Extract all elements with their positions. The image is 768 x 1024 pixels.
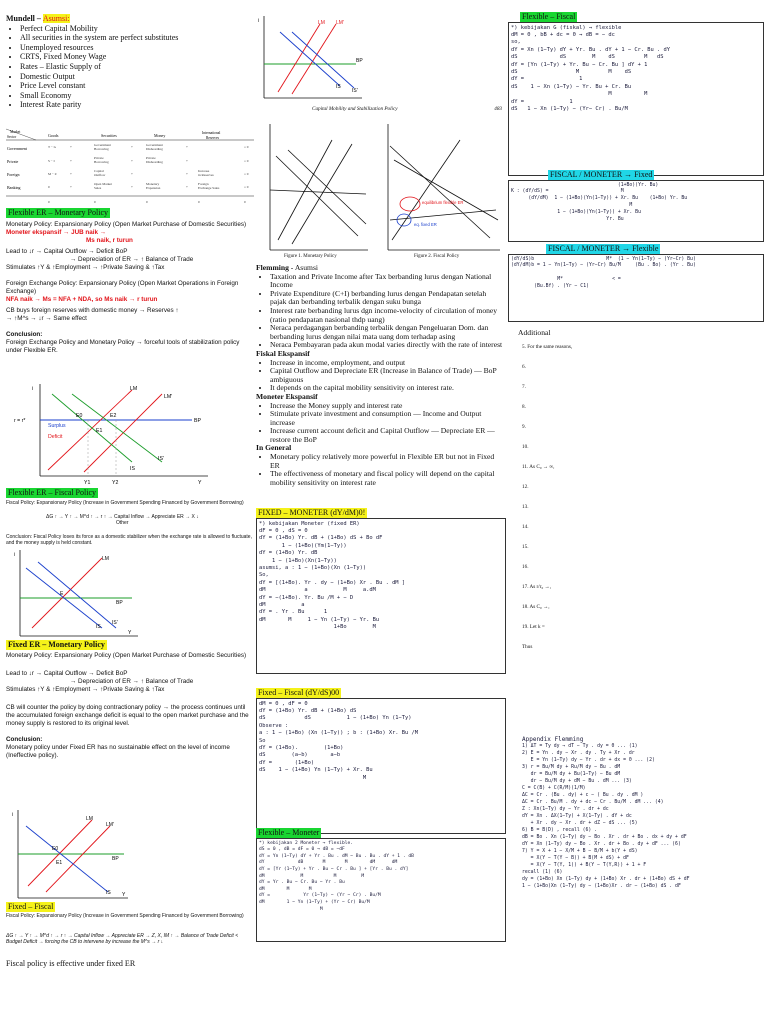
graph-label: E [60, 591, 64, 597]
fiscal-moneter-flex-handwriting: (dY/dS)b M* (1 − Yn(1−Ty) − (Yr−Cr) Bu) (dY/dM)b = 1 − Yn(1−Ty) − (Yr−Cr) Bu/M (Bu . Bo) . (Yr . Bu) M* < = (Bu.Bf) . (Yr − C1) [508, 254, 764, 322]
additional-item: Thus [522, 644, 533, 650]
general-list [256, 453, 504, 487]
svg-text:0: 0 [48, 200, 50, 204]
graph-label: LM [130, 386, 138, 392]
additional-item: 10. [522, 444, 529, 450]
fiscal-moneter-fixed-handwriting: (1+Bo)(Yr. Bu) K : (dY/dS) = M (dY/dM) 1 − (1+Bo)(Yn(1−Ty)) + Xr. Bu (1+Bo) Yr. Bu M 1 − (1+Bo)(Yn(1−Ty)) + Xr. Bu Yr. Bu [508, 180, 764, 242]
graph-label: IS [96, 624, 101, 630]
graph-label: IS' [112, 620, 118, 626]
svg-text:+: + [131, 145, 133, 149]
additional-item: 9. [522, 424, 526, 430]
graph-fig1-svg [262, 120, 372, 254]
general-item: • The effectiveness of monetary and fiscal policy will depend on the capital mobility sensitivity on interest rate [270, 470, 504, 487]
fiscal-moneter-flex-title: FISCAL / MONETER → Flexible [548, 244, 659, 253]
graph-capital-mobility [256, 12, 366, 102]
figure-caption-row [312, 106, 502, 112]
appendix-flemming [522, 736, 764, 890]
fixed-fiscal-derivation [256, 688, 506, 834]
graph-label: IS' [352, 88, 358, 94]
graph-label: i [258, 18, 260, 24]
fleming-list [256, 273, 504, 350]
flex-monetary-stim: Stimulates ↑Y & ↑Employment → ↑Private Saving & ↑Tax [6, 263, 165, 271]
svg-text:0: 0 [198, 200, 200, 204]
svg-text:Foreign: Foreign [198, 182, 209, 186]
flex-monetary-red1: Moneter ekspansif → JUB naik → [6, 228, 107, 236]
fiskal-item: • It depends on the capital mobility sensitivity on interest rate. [270, 384, 504, 393]
additional-item: 5. For the same reasons, [522, 344, 573, 350]
table-header: Securities [101, 133, 117, 138]
svg-text:Sales: Sales [94, 186, 102, 190]
moneter-title: Moneter Ekspansif [256, 391, 318, 401]
moneter-item: • Stimulate private investment and consumption — Income and Output increase [270, 410, 504, 427]
graph-label: BP [194, 418, 201, 424]
table-row-label: Foreign [7, 172, 20, 177]
flex-monetary-lead: Lead to ↓r → Capital Outflow → Deficit BoP [6, 247, 128, 255]
svg-text:+: + [186, 145, 188, 149]
fixed-lead: Lead to ↓r → Capital Outflow → Deficit BoP [6, 669, 128, 677]
graph-label: LM [318, 20, 325, 26]
fixed-fiscal-title-c2: Fixed – Fiscal (dY/dS)00 [258, 688, 340, 697]
assumption-item: • Price Level constant [20, 81, 256, 91]
svg-text:0: 0 [146, 200, 148, 204]
additional-item: 14. [522, 524, 529, 530]
graph-label: IS [336, 84, 341, 90]
additional-item: 11. As C₀ → ∞, [522, 464, 555, 470]
general-title: In General [256, 443, 292, 453]
fiskal-item: • Capital Outflow and Depreciate ER (Increase in Balance of Trade) — BoP ambiguous [270, 367, 504, 384]
fx-red: NFA naik → Ms = NFA + NDA, so Ms naik → r turun [6, 295, 158, 303]
column-left [6, 0, 256, 968]
svg-text:S − I: S − I [48, 159, 55, 163]
assumption-item: • Rates – Elastic Supply of [20, 62, 256, 72]
fiskal-list [256, 359, 504, 393]
graph-label: i [14, 552, 16, 558]
svg-text:Government: Government [146, 143, 163, 147]
graph-label: r = r* [14, 418, 26, 424]
graph3-svg [12, 806, 132, 902]
svg-text:Borrowing: Borrowing [94, 160, 109, 164]
moneter-list [256, 402, 504, 445]
graph-label: Surplus [48, 423, 66, 429]
graph-label: equilibrium flexible ER [422, 200, 464, 205]
additional-item: 18. As C₀ →, [522, 604, 550, 610]
graph-fixed-monetary [12, 806, 132, 902]
flex-moneter-handwriting: *) kebijakan 2 Moneter → flexible. dS = 0 , dB = dF = 0 → dB = −dF dY = Yn (1−Ty) dY + Yr . Bu . dM − Bu . Bu . dY + 1 . dB dY dB M M dM dM dY = [Yr (1−Ty) + Yr . Bu − Cr . Bu ] + [Yr . Bu . dY] dM M M M dY = Yr . Bu − Cr. Bu − Yr . Bu dM M M dY = Yr (1−Ty) − (Yr − Cr) . Bu/M dM 1 − Yn (1−Ty) + (Yr − Cr) Bu/M M [256, 838, 506, 942]
fiscal-moneter-flex [508, 244, 764, 322]
mundell-title: Mundell – [6, 14, 43, 23]
fiskal-title: Fiskal Ekspansif [256, 348, 310, 358]
svg-text:Capital: Capital [94, 169, 104, 173]
graph1-svg [12, 380, 212, 488]
conclusion-text: Foreign Exchange Policy and Monetary Policy → forceful tools of stabilization policy under Flexible ER. [6, 338, 240, 354]
svg-text:Exchange Sales: Exchange Sales [198, 186, 220, 190]
fixed-moneter-title: FIXED – MONETER (dY/dM)0! [258, 508, 366, 517]
assumption-item: • Interest Rate parity [20, 100, 256, 110]
conclusion-label: Conclusion: [6, 330, 43, 338]
flex-monetary-p1: Monetary Policy: Expansionary Policy (Open Market Purchase of Domestic Securities) [6, 220, 247, 228]
assumption-item: • Perfect Capital Mobility [20, 24, 256, 34]
svg-text:Private: Private [146, 156, 156, 160]
fiscal-moneter-fixed-title: FISCAL / MONETER → Fixed [550, 170, 653, 179]
assumption-list [6, 24, 256, 110]
svg-text:+: + [70, 145, 72, 149]
graph-label: LM' [336, 20, 344, 26]
svg-text:+: + [131, 159, 133, 163]
graph-label: IS [106, 890, 111, 896]
flex-moneter-title: Flexible – Moneter [258, 828, 320, 837]
svg-text:= 0: = 0 [244, 172, 249, 176]
flex-fiscal-other: Other [116, 519, 129, 526]
fleming-item: • Neraca Pembayaran pada akun modal varies directly with the rate of interest [270, 341, 504, 350]
fleming-item: • Private Expenditure (C+I) berbanding lurus dengan Pendapatan setelah pajak dan berbanding terbalik dengan suku bunga [270, 290, 504, 307]
flex-fiscal-derivation [508, 12, 764, 176]
assumption-item: • CRTS, Fixed Money Wage [20, 52, 256, 62]
svg-text:Sector: Sector [7, 135, 17, 139]
cb-counter: CB will counter the policy by doing contractionary policy → the process continues until the accumulated foreign exchange deficit is equal to the open market purchase and the money supply is restored to its original level. [6, 703, 249, 727]
graph-label: Y [122, 892, 126, 898]
graph-label: Y [198, 480, 202, 486]
assumption-item: • All securities in the system are perfect substitutes [20, 33, 256, 43]
graph-label: E1 [56, 860, 63, 866]
svg-text:0: 0 [48, 185, 50, 189]
table-header: Goods [48, 133, 59, 138]
additional-section [508, 328, 764, 657]
assumption-item: • Unemployed resources [20, 43, 256, 53]
fixed-stim: Stimulates ↑Y & ↑Employment → ↑Private Saving & ↑Tax [6, 685, 165, 693]
fiskal-item: • Increase in income, employment, and output [270, 359, 504, 368]
svg-text:0: 0 [94, 200, 96, 204]
svg-text:+: + [186, 172, 188, 176]
flex-monetary-section [6, 208, 254, 355]
svg-text:Expansion: Expansion [146, 186, 161, 190]
graph-label: BP [116, 600, 123, 606]
graph-label: Y1 [84, 480, 91, 486]
appendix-title: Appendix Flemming [522, 736, 584, 743]
graph-label: Deficit [48, 434, 63, 440]
graph-fig2-svg [380, 120, 504, 254]
fleming-item: • Interest rate berbanding lurus dgn income-velocity of circulation of money (ratio pendapatan nasional thdp uang) [270, 307, 504, 324]
additional-item: 8. [522, 404, 526, 410]
fixed-monetary-section [6, 640, 254, 760]
flex-moneter-derivation [256, 828, 506, 942]
svg-text:= 0: = 0 [244, 145, 249, 149]
fleming-item: • Taxation and Private Income after Tax berbanding lurus dengan National Income [270, 273, 504, 290]
additional-item: 17. As r/r₀ →, [522, 584, 552, 590]
figure-page: 483 [494, 106, 502, 112]
cb-buys-2: → ↑M^s → ↓r → Same effect [6, 314, 87, 322]
fleming-title: Flemming [256, 263, 289, 272]
svg-text:Private: Private [94, 156, 104, 160]
flex-monetary-title: Flexible ER – Monetary Policy [8, 208, 108, 217]
fleming-item: • Neraca perdagangan berbanding terbalik dengan Pengeluaran Dom. dan berbanding lurus dengan nilai mata uang dom terhadap asing [270, 324, 504, 341]
mundell-heading [6, 14, 256, 24]
svg-text:in Reserves: in Reserves [198, 173, 214, 177]
svg-text:+: + [186, 159, 188, 163]
additional-item: 12. [522, 484, 529, 490]
table-row-label: Private [7, 159, 19, 164]
market-sector-table [6, 128, 254, 206]
graph-flex-monetary [12, 380, 212, 488]
graph-monetary-policy [262, 120, 372, 254]
svg-text:= 0: = 0 [244, 159, 249, 163]
fleming-asumsi: - Asumsi [288, 263, 319, 272]
fiscal-moneter-fixed [508, 170, 764, 242]
fixed-fiscal-section [6, 902, 254, 968]
fig1-caption: Figure 1. Monetary Policy [284, 254, 337, 259]
svg-text:0: 0 [244, 200, 246, 204]
table-row-label: Government [7, 146, 27, 151]
fixed-monetary-title: Fixed ER – Monetary Policy [8, 640, 105, 649]
svg-text:International: International [202, 131, 221, 135]
graph-flex-fiscal [12, 548, 142, 640]
market-table-svg [6, 128, 254, 206]
svg-text:T − G: T − G [48, 145, 57, 149]
appendix-handwriting: 1) ΔT = Ty dy → dT − Ty . dy = 0 ... (1) 2) E = Yn . dy − Xr . dy . Ty + Xr . dr E = Yn (1−Ty) dy − Yr . dr + dx = 0 ... (2) 3) r = Bu/M dy + Ru/M dy − Bu . dM dr = Bu/M dy + Bu(1−Ty) − Bu dM dr − Bu/M dy + dM − Bu . dM ... (3) C = C(B) + C(R/M)(1/M) ΔC = Cr . (Bu . dy) + c − ( Bu . dy . dM ) ΔC = Cr . Bu/M . dy + dc − Cr . Bu/M . dM ... (4) Z : Xn(1−Ty) dy − Yr . dr + dc dY = Xn . ΔX(1−Ty) + X(1−Ty) . dY + dc + Xr . dy − Xr . dr + dZ − dS ... (5) 6) B = B(D) , recall (6) . dB = Bo . Xn (1−Ty) dy − Bo . Xr . dr + Bo . dx + dy + dF dY = Xn (1−Ty) dy − Bo . Xr . dr + Bo . dy + dF ... (6) 7) Y = X + 1 − X/M + B − B/M + b(Y + dS) = X(Y − T(Y − B)) + B(M + dS) + dF = X(Y − T(Y, 1)) + B(Y − T(Y,R)) + 1 + F recall (1) (6) dy = (1+Bo) Xn (1−Ty) dy + (1+Bo) Xr . dr + (1+Bo) dS + dF 1 − (1+Bo)Xn (1−Ty) dy − (1+Bo)Xr . dr − (1+Bo) dS . dF [522, 744, 690, 890]
graph-label: E2 [110, 413, 117, 419]
svg-text:Reserves: Reserves [206, 136, 219, 140]
graph-label: LM [102, 556, 109, 562]
graph-label: E0 [52, 846, 59, 852]
fixed-dep: → Depreciation of ER → ↑ Balance of Trade [70, 677, 194, 685]
graph-label: LM [86, 816, 93, 822]
flex-monetary-red2: Ms naik, r turun [86, 236, 133, 244]
fixed-moneter-handwriting: *) kebijakan Moneter (fixed ER) dF = 0 , dS = 0 dY = (1+Bo) Yr. dB + (1+Bo) dS + Bo dF 1 − (1+Bo)(Ym(1−Ty)) dY = (1+Bo) Yr. dB 1 − (1+Bo)(Xn(1−Ty)) asumsi, a : 1 − (1+Bo)(Xn (1−Ty)) So, dY = [(1+Bo). Yr . dy − (1+Bo) Xr . Bu . dM ] dM a M a.dM dY = −(1+Bo). Yr. Bu /M + − D dM a dY = . Yr . Bu 1 dM M 1 − Yn (1−Ty) − Yr. Bu 1+Bo M [256, 518, 506, 674]
graph-label: BP [356, 58, 363, 64]
conclusion2-text: Monetary policy under Fixed ER has no sustainable effect on the level of income (Ineffective policy). [6, 743, 230, 759]
svg-text:Increase: Increase [198, 169, 210, 173]
assumption-item: • Small Economy [20, 91, 256, 101]
fig2-caption: Figure 2. Fiscal Policy [414, 254, 460, 259]
svg-text:M − Z: M − Z [48, 172, 57, 176]
additional-item: 16. [522, 564, 529, 570]
svg-text:Dishoarding: Dishoarding [146, 160, 163, 164]
graph-label: E1 [96, 428, 103, 434]
additional-item: 15. [522, 544, 529, 550]
flex-fiscal-section [6, 488, 254, 546]
flex-fiscal-conclusion: Conclusion: Fiscal Policy loses its force as a domestic stabilizer when the exchange rate is allowed to fluctuate, and the money supply is held constant. [6, 533, 252, 546]
svg-text:+: + [70, 172, 72, 176]
graph-label: BP [112, 856, 119, 862]
flex-monetary-desc [6, 221, 254, 237]
conclusion2-label: Conclusion: [6, 735, 43, 743]
fleming-section [256, 264, 504, 487]
flex-fiscal-handwriting: *) kebijakan G (fiskal) → flexible dM = 0 , bB + dc = 0 → dB = − dc so, dY = Xn (1−Ty) dY + Yr. Bu . dY + 1 − Cr. Bu . dY dS dS M dS M dS dY = [Yn (1−Ty) + Yr. Bu − Cr. Bu ] dY + 1 dS M M dS dY = 1 dS 1 − Xn (1−Ty) − Yr. Bu + Cr. Bu M M dY = 1 dS 1 − Xn (1−Ty) − (Yr− Cr) . Bu/M [508, 22, 764, 176]
flex-fiscal-title: Flexible ER – Fiscal Policy [8, 488, 96, 497]
fixed-fiscal-handwriting: dM = 0 , dF = 0 dY = (1+Bo) Yr. dB + (1+Bo) dS dS dS 1 − (1+Bo) Yn (1−Ty) Observe : a : 1 − (1+Bo) (Xn (1−Ty)) ; b : (1+Bo) Xr. Bu /M So dY = (1+Bo). (1+Bo) dS (a−b) a−b dY = (1+Bo) dS 1 − (1+Bo) Yn (1−Ty) + Xr. Bu M [256, 698, 506, 834]
flex-fiscal-chain: ΔG ↑ → Y ↑ → M^d ↑ → r ↑ → Capital Inflow → Appreciate ER → X ↓ [46, 513, 199, 520]
svg-text:Government: Government [94, 143, 111, 147]
svg-text:+: + [131, 172, 133, 176]
graph-label: LM' [164, 394, 173, 400]
svg-text:Market: Market [10, 130, 21, 134]
svg-text:Borrowing: Borrowing [94, 147, 109, 151]
svg-text:Open Market: Open Market [94, 182, 112, 186]
graph-label: LM' [106, 822, 114, 828]
graph-label: IS' [158, 456, 164, 462]
additional-item: 13. [522, 504, 529, 510]
additional-item: 7. [522, 384, 526, 390]
additional-item: 6. [522, 364, 526, 370]
fig-captions [284, 254, 504, 259]
graph-fiscal-policy [380, 120, 504, 254]
additional-list [508, 337, 764, 657]
fixed-fiscal-chain: ΔG ↑ → Y ↑ → M^d ↑ → r ↑ → Capital Inflow → Appreciate ER → Z, X, IM ↑ → Balance of Trade Deficit < Budget Deficit → forcing the CB to intervene by increase the M^s → r ↓ [6, 932, 239, 945]
flex-fiscal-desc: Fiscal Policy: Expansionary Policy (Increase in Government Spending Financed by Government Borrowing) [6, 499, 244, 506]
additional-title: Additional [518, 328, 551, 337]
svg-text:+: + [186, 185, 188, 189]
flex-monetary-dep: → Depreciation of ER → ↑ Balance of Trade [70, 255, 194, 263]
svg-text:= 0: = 0 [244, 185, 249, 189]
svg-text:Monetary: Monetary [146, 182, 160, 186]
graph-label: E0 [76, 413, 83, 419]
graph-label: Y [128, 630, 132, 636]
assumption-item: • Domestic Output [20, 72, 256, 82]
fixed-fiscal-title: Fixed – Fiscal [8, 902, 54, 911]
graph-label: IS [130, 466, 135, 472]
graph2-svg [12, 548, 142, 640]
svg-text:Dishoarding: Dishoarding [146, 147, 163, 151]
mundell-asumsi: Asumsi: [42, 14, 70, 23]
fixed-moneter-derivation [256, 508, 506, 674]
svg-text:Outflow: Outflow [94, 173, 106, 177]
table-header: Money [154, 133, 166, 138]
figure-caption-title: Capital Mobility and Stabilization Policy [312, 106, 398, 112]
svg-text:+: + [70, 185, 72, 189]
fixed-fiscal-desc: Fiscal Policy: Expansionary Policy (Increase in Government Spending Financed by Government Borrowing) [6, 912, 244, 919]
moneter-item: • Increase the Money supply and interest rate [270, 402, 504, 411]
graph-top-svg [256, 12, 366, 102]
graph-label: eq. fixed ER [414, 222, 437, 227]
additional-item: 19. Let k = [522, 624, 545, 630]
graph-label: i [32, 386, 34, 392]
fixed-fiscal-conclusion: Fiscal policy is effective under fixed ER [6, 958, 136, 968]
svg-text:+: + [131, 185, 133, 189]
svg-text:+: + [70, 159, 72, 163]
table-row-label: Banking [7, 185, 21, 190]
graph-label: i [12, 812, 14, 818]
general-item: • Monetary policy relatively more powerful in Flexible ER but not in Fixed ER [270, 453, 504, 470]
graph-label: Y2 [112, 480, 119, 486]
fixed-monetary-desc: Monetary Policy: Expansionary Policy (Open Market Purchase of Domestic Securities) [6, 651, 247, 659]
flex-fiscal-title-c3: Flexible – Fiscal [522, 12, 576, 21]
moneter-item: • Increase current account deficit and Capital Outflow — Depreciate ER — restore the BoP [270, 427, 504, 444]
fx-policy: Foreign Exchange Policy: Expansionary Policy (Open Market Operations in Foreign Exchange) [6, 279, 239, 295]
cb-buys: CB buys foreign reserves with domestic money → Reserves ↑ [6, 306, 179, 314]
